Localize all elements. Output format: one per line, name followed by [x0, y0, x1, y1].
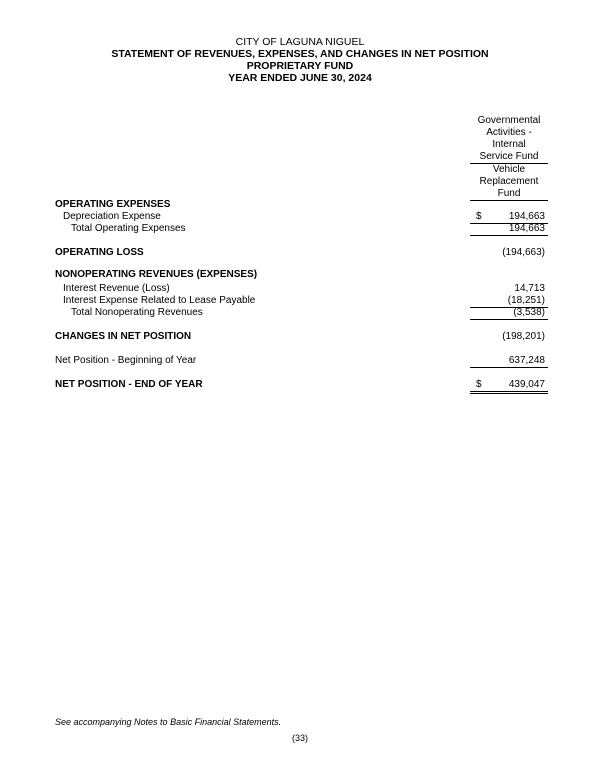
operating-loss-value: (194,663) [502, 247, 545, 258]
net-position-begin-value: 637,248 [508, 355, 545, 366]
nonoperating-heading: NONOPERATING REVENUES (EXPENSES) [55, 269, 258, 280]
net-position-begin-row [0, 355, 600, 367]
column-group-line-1: Governmental [477, 115, 541, 126]
total-nonoperating-row [0, 307, 600, 319]
interest-revenue-label: Interest Revenue (Loss) [63, 283, 170, 294]
total-operating-expenses-row [0, 223, 600, 235]
statement-title: STATEMENT OF REVENUES, EXPENSES, AND CHANGES IN NET POSITION [111, 48, 489, 60]
column-fund-line-2: Replacement [479, 176, 539, 187]
column-group-line-2: Activities - [486, 127, 532, 138]
total-operating-expenses-label: Total Operating Expenses [71, 223, 186, 234]
interest-revenue-value: 14,713 [514, 283, 545, 294]
net-position-begin-underline [470, 367, 548, 368]
column-fund-line-1: Vehicle [492, 164, 526, 175]
depreciation-label: Depreciation Expense [63, 211, 161, 222]
operating-loss-row [0, 247, 600, 259]
net-position-begin-label: Net Position - Beginning of Year [55, 355, 197, 366]
depreciation-value: 194,663 [508, 211, 545, 222]
interest-expense-label: Interest Expense Related to Lease Payable [63, 295, 256, 306]
net-position-end-label: NET POSITION - END OF YEAR [55, 379, 203, 390]
city-name: CITY OF LAGUNA NIGUEL [235, 36, 365, 48]
period-title: YEAR ENDED JUNE 30, 2024 [228, 72, 372, 84]
net-position-end-value: 439,047 [508, 379, 545, 390]
depreciation-row [0, 211, 600, 223]
total-nonoperating-underline [470, 319, 548, 320]
page-number: (33) [291, 733, 308, 743]
changes-net-position-row [0, 331, 600, 343]
interest-revenue-row [0, 283, 600, 295]
changes-net-position-value: (198,201) [502, 331, 545, 342]
net-position-end-double-underline [470, 391, 548, 394]
total-nonoperating-value: (3,538) [513, 307, 545, 318]
operating-expenses-heading-row [0, 199, 600, 211]
changes-net-position-label: CHANGES IN NET POSITION [55, 331, 192, 342]
interest-expense-row [0, 295, 600, 307]
operating-loss-label: OPERATING LOSS [55, 247, 144, 258]
total-operating-expenses-value: 194,663 [508, 223, 545, 234]
fund-type-title: PROPRIETARY FUND [246, 60, 354, 72]
column-group-line-4: Service Fund [479, 151, 539, 162]
net-position-end-row [0, 379, 600, 391]
net-position-end-currency: $ [476, 379, 482, 390]
column-fund-line-3: Fund [497, 188, 521, 199]
total-nonoperating-label: Total Nonoperating Revenues [71, 307, 203, 318]
total-operating-expenses-underline [470, 235, 548, 236]
footnote: See accompanying Notes to Basic Financial Statements. [55, 717, 282, 727]
nonoperating-heading-row [0, 269, 600, 281]
depreciation-currency: $ [476, 211, 482, 222]
column-group-line-3: Internal [492, 139, 526, 150]
interest-expense-value: (18,251) [507, 295, 545, 306]
operating-expenses-heading: OPERATING EXPENSES [55, 199, 171, 210]
